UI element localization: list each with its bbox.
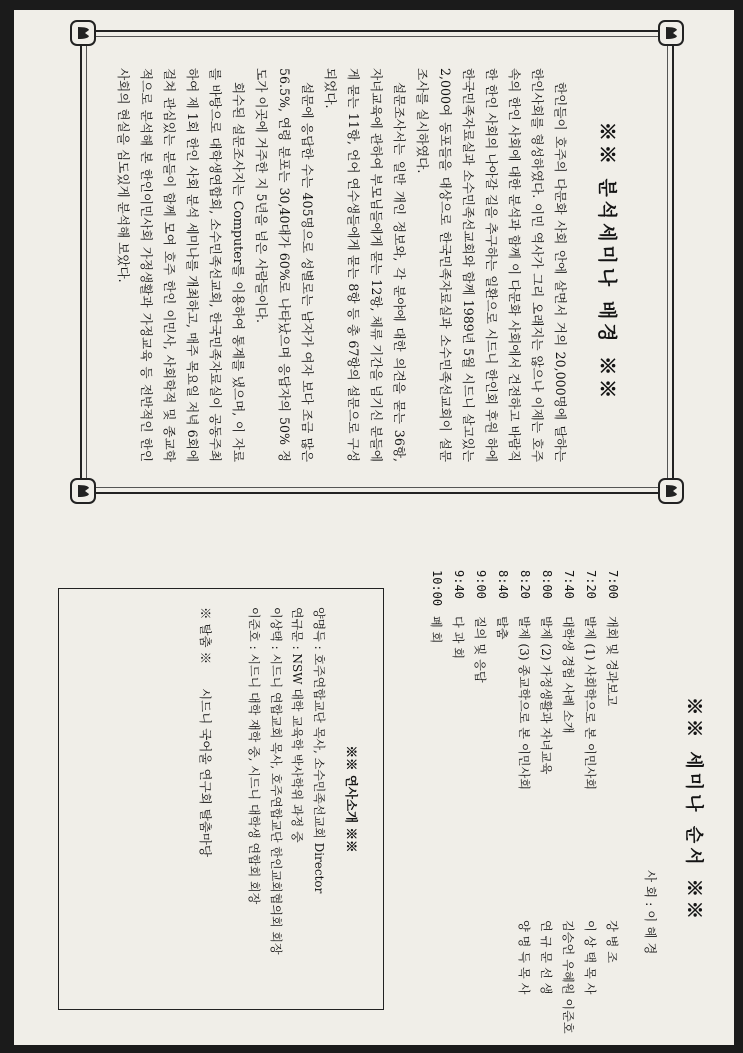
paragraph: 설문에 응답한 수는 405명으로 성별로는 남자가 여자 보다 조금 많은 56.5%, 연령 분포는 30,40대가 60%로 나타났으며 응답자의 50% 정도가 이곳에 거주한 지 5년을 넘은 사람들이다. bbox=[254, 68, 315, 462]
schedule-item: 탈춤 bbox=[495, 616, 510, 640]
schedule-item: 다 과 회 bbox=[451, 616, 466, 660]
schedule-time: 8:40 bbox=[496, 570, 510, 599]
schedule-row bbox=[470, 570, 492, 1030]
tulip-icon bbox=[68, 476, 98, 506]
schedule-presenter: 이 상 택 목 사 bbox=[583, 920, 598, 995]
speaker-line: 양명득 : 호주연합교단 목사, 소수민족선교회 Director bbox=[312, 607, 326, 894]
talchum-label: ※ 탈춤 ※ bbox=[198, 607, 213, 665]
tulip-icon bbox=[68, 18, 98, 48]
schedule-list bbox=[426, 570, 624, 1034]
background-title: ※※ 분석세미나 배경 ※※ bbox=[596, 121, 618, 403]
document-sheet bbox=[14, 10, 734, 1045]
speaker-line: 이준호 : 시드니 대학 재학 중, 시드니 대학생 연합회 회장 bbox=[247, 607, 262, 905]
schedule-time: 8:00 bbox=[540, 570, 554, 599]
schedule-item: 발제 (1) 사회학으로 본 이민사회 bbox=[583, 616, 598, 791]
schedule-item: 폐 회 bbox=[429, 616, 444, 644]
schedule-row bbox=[514, 570, 536, 1030]
schedule-item: 대학생 경험 사례 소개 bbox=[561, 616, 576, 734]
schedule-time: 8:20 bbox=[518, 570, 532, 599]
speaker-title: ※※ 연사소개 ※※ bbox=[344, 745, 359, 853]
schedule-time: 7:20 bbox=[584, 570, 598, 599]
background-body bbox=[112, 68, 572, 462]
schedule-time: 10:00 bbox=[430, 570, 444, 607]
speaker-box bbox=[58, 588, 384, 1010]
schedule-item: 발제 (2) 가정생활과 자녀교육 bbox=[539, 616, 554, 775]
schedule-presenter: 김승언 우혜원 이준호 bbox=[561, 920, 576, 1034]
speaker-line: 이상택 : 시드니 연합교회 목사, 호주연합교단 한인교회협의회 회장 bbox=[269, 607, 283, 955]
mc-line: 사 회 : 이 혜 경 bbox=[643, 870, 658, 955]
schedule-time: 7:00 bbox=[606, 570, 620, 599]
schedule-row bbox=[580, 570, 602, 1030]
rotated-page bbox=[14, 10, 734, 1045]
schedule-presenter: 연 규 문 선 생 bbox=[539, 920, 554, 995]
schedule-row bbox=[536, 570, 558, 1030]
schedule-row bbox=[448, 570, 470, 1030]
schedule-time: 9:40 bbox=[452, 570, 466, 599]
schedule-item: 질의 및 응답 bbox=[473, 616, 488, 683]
schedule-row bbox=[426, 570, 448, 1030]
paragraph: 설문조사서는 일반 개인 정보와, 각 분야에 대한 의견을 묻는 36항, 자녀교육에 관하여 부모님들에게 묻는 12항, 체류 기간을 넘기신 분들에게 묻는 11항, 언어 연수생들에게 묻는 8항 등 총 67항의 설문으로 구성되었다. bbox=[323, 68, 407, 462]
schedule-item: 개회 및 경과보고 bbox=[605, 616, 620, 707]
paragraph: 회수된 설문조사지는 Computer를 이용하여 통계를 냈으며, 이 자료를 바탕으로 대학생연합회, 소수민족선교회, 한국민족자료실이 공동주최하여 제 1회 한인 사회 분석 세미나를 개최하고, 매주 목요일 저녁 6회에 걸쳐 관심있는 분들이 함께 모여 호주 한인 이민사, 사회학적 및 종교학적으로 분석해 본 한인이민사회 가정생활과 가정교육 등 전반적인 한인 사회의 현실을 심도있게 분석해 보았다. bbox=[116, 68, 246, 462]
tulip-icon bbox=[656, 18, 686, 48]
speaker-line: 연규문 : NSW 대학 교육학 박사학위 과정 중 bbox=[290, 607, 305, 843]
paragraph: 한인들이 호주의 다문화 사회 안에 살면서 거의 20,000명에 달하는 한인사회를 형성하였다. 이민 역사가 그리 오래지는 않으나 이제는 호주 속의 한인 사회에 대한 분석과 함께 이 다문화 사회에서 건전하고 바람직한 한인 사회의 나아갈 길을 추구하는 일환으로 시드니 한인회 후원 하에 한국민족자료실과 소수민족선교회와 함께 1989년 5월 시드니 살고있는 2,000여 동포들을 대상으로 한국민족자료실과 소수민족선교회이 설문조사를 실시하였다. bbox=[415, 68, 568, 462]
schedule-item: 발제 (3) 종교학으로 본 이민사회 bbox=[517, 616, 532, 791]
program-title: ※※ 세미나 순서 ※※ bbox=[683, 697, 704, 923]
tulip-icon bbox=[656, 476, 686, 506]
schedule-row bbox=[602, 570, 624, 1030]
schedule-time: 7:40 bbox=[562, 570, 576, 599]
schedule-presenter: 강 병 조 bbox=[605, 920, 620, 964]
schedule-row bbox=[558, 570, 580, 1034]
background-panel bbox=[80, 30, 674, 494]
schedule-time: 9:00 bbox=[474, 570, 488, 599]
talchum-group: 시드니 국어울 연구회 탈춤마당 bbox=[198, 688, 213, 858]
schedule-row bbox=[492, 570, 514, 1030]
speaker-list bbox=[243, 607, 329, 1001]
schedule-presenter: 양 명 득 목 사 bbox=[517, 920, 532, 995]
talchum-line bbox=[197, 607, 215, 999]
